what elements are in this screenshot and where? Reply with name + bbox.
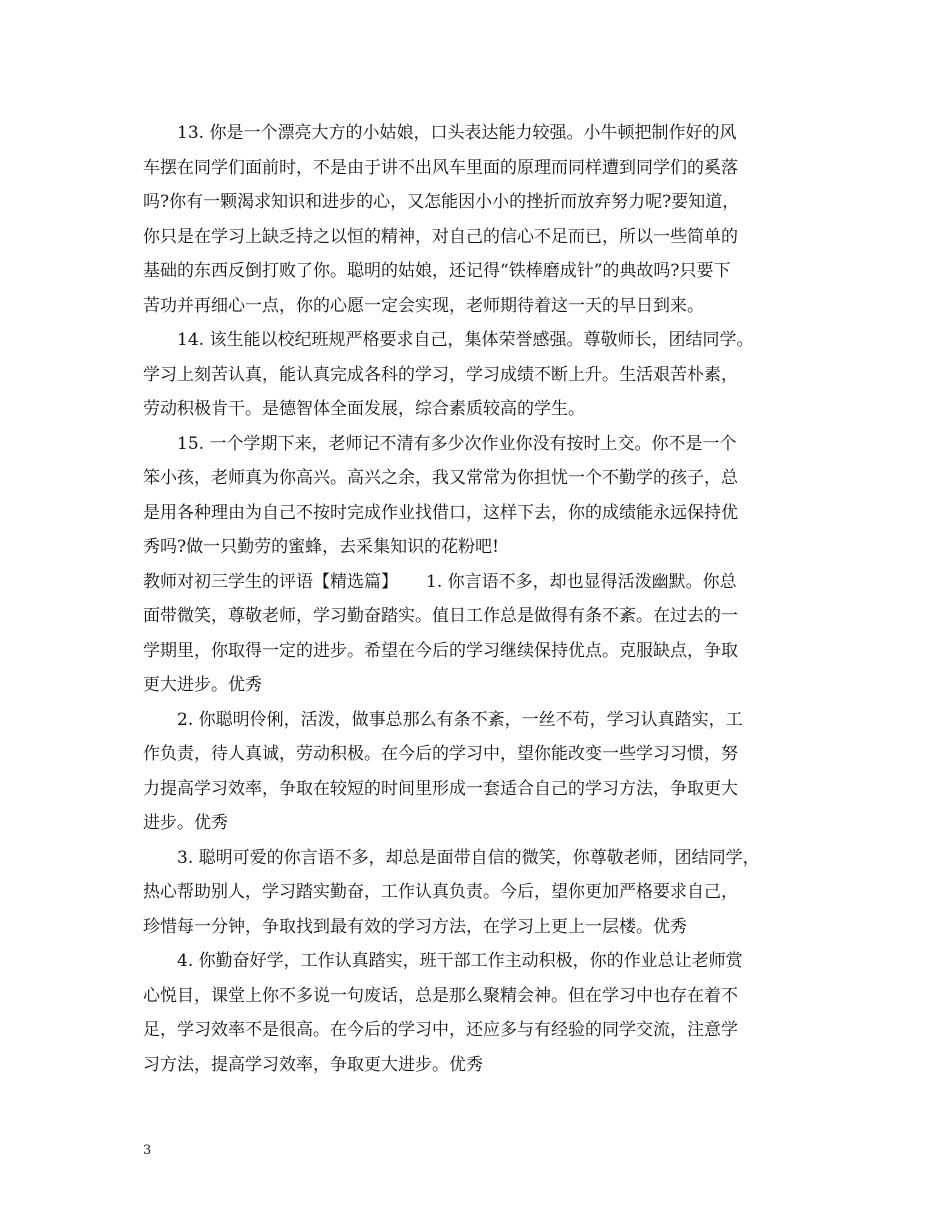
line-text: 进步。优秀 [143,813,228,833]
body-text-line [143,1013,815,1048]
line-text: 15. 一个学期下来，老师记不清有多少次作业你没有按时上交。你不是一个 [177,433,737,454]
body-text-line [143,220,815,255]
line-text: 车摆在同学们面前时，不是由于讲不出风车里面的原理而同样遭到同学们的奚落 [143,157,738,178]
line-text: 作负责，待人真诚，劳动积极。在今后的学习中，望你能改变一些学习习惯，努 [143,744,738,764]
body-text-line [143,323,815,358]
body-text-line [143,461,815,496]
body-text-line [143,806,815,841]
section-heading-line [143,565,815,600]
line-text: 面带微笑，尊敬老师，学习勤奋踏实。值日工作总是做得有条不紊。在过去的一 [143,606,738,626]
body-text-line [143,944,815,979]
line-text: 2. 你聪明伶俐，活泼，做事总那么有条不紊，一丝不苟，学习认真踏实，工 [177,709,743,730]
body-text-line [143,737,815,772]
line-text: 热心帮助别人，学习踏实勤奋，工作认真负责。今后，望你更加严格要求自己， [143,882,738,902]
document-body [143,116,815,1082]
line-text: 学期里，你取得一定的进步。希望在今后的学习继续保持优点。克服缺点，争取 [143,640,738,661]
line-text: 习方法，提高学习效率，争取更大进步。优秀 [143,1054,483,1075]
body-text-line [143,599,815,634]
body-text-line [143,634,815,669]
body-text-line [143,875,815,910]
line-text: 你只是在学习上缺乏持之以恒的精神，对自己的信心不足而已，所以一些简单的 [143,226,738,247]
line-text: 4. 你勤奋好学，工作认真踏实，班干部工作主动积极，你的作业总让老师赏 [177,951,743,971]
body-text-line [143,772,815,807]
line-text: 劳动积极肯干。是德智体全面发展，综合素质较高的学生。 [143,399,585,419]
line-text: 笨小孩，老师真为你高兴。高兴之余，我又常常为你担忧一个不勤学的孩子，总 [143,468,738,488]
body-text-line [143,841,815,876]
line-text: 学习上刻苦认真，能认真完成各科的学习，学习成绩不断上升。生活艰苦朴素， [143,364,738,385]
body-text-line [143,496,815,531]
line-text: 13. 你是一个漂亮大方的小姑娘，口头表达能力较强。小牛顿把制作好的风 [177,123,737,143]
body-text-line [143,427,815,462]
line-text: 足，学习效率不是很高。在今后的学习中，还应多与有经验的同学交流，注意学 [143,1020,738,1040]
body-text-line [143,358,815,393]
body-text-line [143,1048,815,1083]
body-text-line [143,254,815,289]
body-text-line [143,979,815,1014]
section-heading: 教师对初三学生的评语【精选篇】 [143,571,398,592]
line-text: 3. 聪明可爱的你言语不多，却总是面带自信的微笑，你尊敬老师，团结同学， [177,847,760,868]
line-text: 是用各种理由为自己不按时完成作业找借口，这样下去，你的成绩能永远保持优 [143,502,738,523]
line-text: 苦功并再细心一点，你的心愿一定会实现，老师期待着这一天的早日到来。 [143,295,704,316]
body-text-line [143,185,815,220]
body-text-line [143,530,815,565]
body-text-line [143,116,815,151]
body-text-line [143,392,815,427]
line-text: 更大进步。优秀 [143,675,262,695]
body-text-line [143,910,815,945]
line-text: 基础的东西反倒打败了你。聪明的姑娘，还记得“铁棒磨成针”的典故吗?只要下 [143,261,731,281]
line-text: 心悦目，课堂上你不多说一句废话，总是那么聚精会神。但在学习中也存在着不 [143,985,738,1006]
page-number: 3 [143,1143,152,1158]
body-text-line [143,703,815,738]
line-text: 14. 该生能以校纪班规严格要求自己，集体荣誉感强。尊敬师长，团结同学。 [177,330,754,350]
line-text: 1. 你言语不多，却也显得活泼幽默。你总 [426,571,737,592]
line-text: 珍惜每一分钟，争取找到最有效的学习方法，在学习上更上一层楼。优秀 [143,916,687,937]
line-text: 吗?你有一颗渴求知识和进步的心，又怎能因小小的挫折而放弃努力呢?要知道， [143,192,740,212]
body-text-line [143,289,815,324]
body-text-line [143,151,815,186]
line-text: 力提高学习效率，争取在较短的时间里形成一套适合自己的学习方法，争取更大 [143,778,738,799]
body-text-line [143,668,815,703]
line-text: 秀吗?做一只勤劳的蜜蜂，去采集知识的花粉吧! [143,537,499,557]
